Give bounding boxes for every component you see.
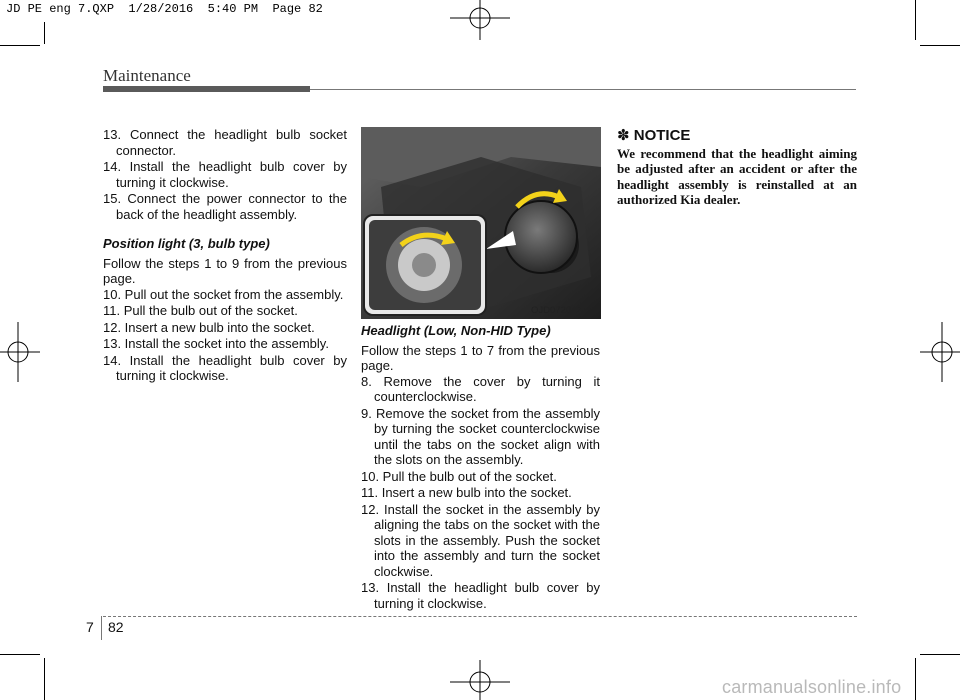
- print-header: JD PE eng 7.QXP 1/28/2016 5:40 PM Page 82: [6, 2, 323, 16]
- crop-mark: [920, 45, 960, 46]
- crop-mark: [0, 654, 40, 655]
- list-item: 11. Insert a new bulb into the socket.: [361, 485, 572, 500]
- section-bar: [103, 86, 310, 92]
- notice-text: We recommend that the headlight aiming be adjusted after an accident or after the headlight assembly is reinstalled at an authorized Kia dealer.: [617, 145, 857, 207]
- chapter-number: 7: [86, 619, 94, 635]
- crop-mark: [0, 45, 40, 46]
- intro-text: Follow the steps 1 to 9 from the previous page.: [103, 255, 347, 286]
- headlight-figure: [361, 127, 601, 319]
- notice-box: [617, 128, 857, 208]
- watermark: carmanualsonline.info: [722, 677, 902, 697]
- list-item: 10. Pull out the socket from the assembly.: [103, 286, 344, 302]
- steps-list-a: [103, 127, 347, 222]
- crop-mark: [44, 658, 45, 700]
- registration-mark-icon: [450, 0, 510, 60]
- registration-mark-icon: [900, 322, 960, 382]
- list-item: 15. Connect the power connector to the back of the headlight assembly.: [103, 191, 347, 222]
- registration-mark-icon: [450, 640, 510, 700]
- steps-list-b: [103, 287, 347, 384]
- list-item: 11. Pull the bulb out of the socket.: [103, 303, 298, 318]
- registration-mark-icon: [0, 322, 60, 382]
- crop-mark: [915, 0, 916, 40]
- section-rule: [310, 89, 856, 90]
- subhead-position-light: Position light (3, bulb type): [103, 236, 270, 251]
- list-item: 13. Install the headlight bulb cover by turning it clockwise.: [361, 580, 600, 611]
- section-title: Maintenance: [103, 66, 191, 85]
- subhead-headlight-low: Headlight (Low, Non-HID Type): [361, 323, 551, 338]
- crop-mark: [915, 658, 916, 700]
- list-item: 12. Insert a new bulb into the socket.: [103, 319, 315, 335]
- list-item: 13. Install the socket into the assembly.: [103, 336, 329, 351]
- list-item: 14. Install the headlight bulb cover by turning it clockwise.: [103, 159, 347, 190]
- crop-mark: [44, 22, 45, 44]
- intro-text: Follow the steps 1 to 7 from the previous page.: [361, 342, 600, 373]
- list-item: 8. Remove the cover by turning it counterclockwise.: [361, 373, 600, 404]
- column-1: [103, 127, 347, 385]
- list-item: 9. Remove the socket from the assembly by turning the socket counterclockwise until the tabs on the socket align with the slots on the assembly.: [361, 405, 600, 467]
- list-item: 10. Pull the bulb out of the socket.: [361, 468, 557, 484]
- notice-title: ✽ NOTICE: [617, 127, 691, 144]
- list-item: 14. Install the headlight bulb cover by turning it clockwise.: [103, 352, 347, 383]
- list-item: 13. Connect the headlight bulb socket connector.: [103, 127, 347, 158]
- figure-code: OJD072042: [531, 305, 582, 316]
- list-item: 12. Install the socket in the assembly by aligning the tabs on the socket with the slots in the assembly. Push the socket into the assembly and turn the socket clockwise.: [361, 501, 600, 579]
- footer-divider: [101, 616, 102, 640]
- steps-list-c: [361, 374, 600, 612]
- footer-rule: [103, 616, 857, 617]
- page-number: 82: [108, 619, 124, 635]
- column-2: [361, 323, 600, 612]
- crop-mark: [920, 654, 960, 655]
